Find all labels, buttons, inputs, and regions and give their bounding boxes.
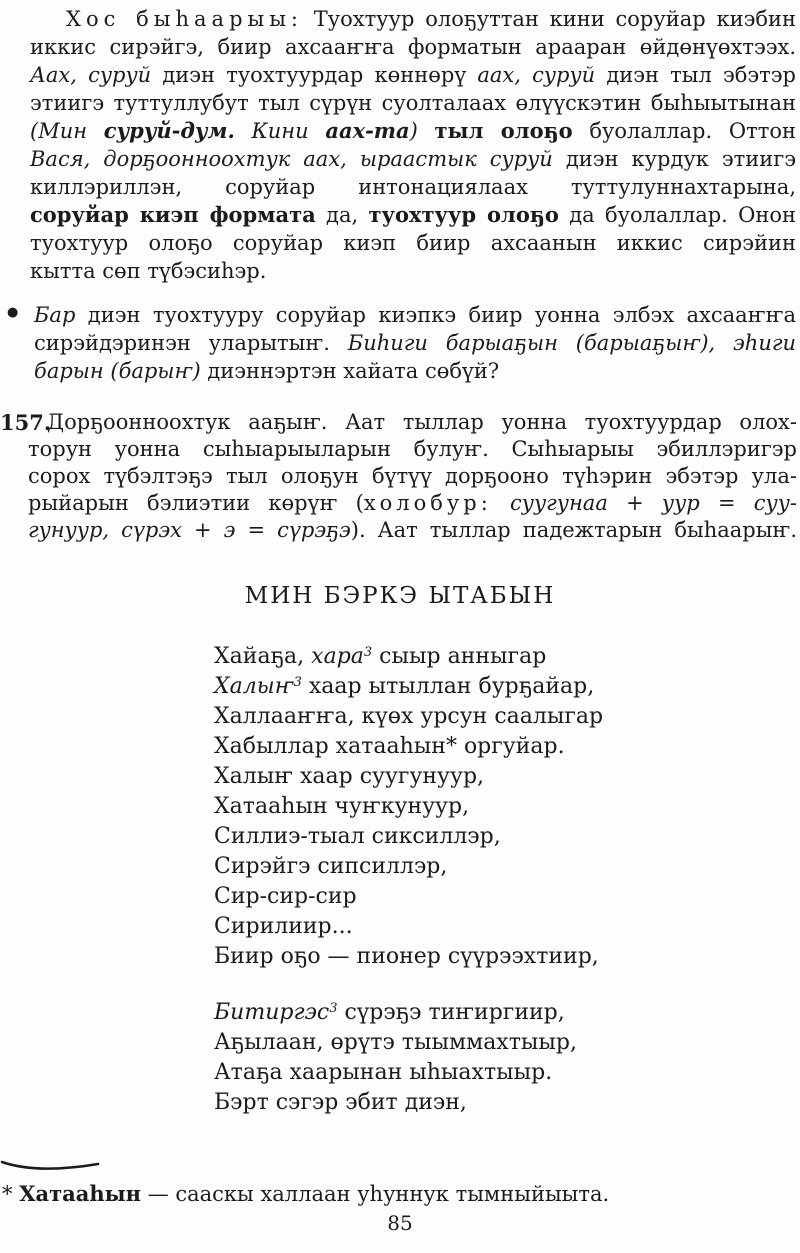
page-number: 85	[387, 1211, 413, 1235]
text-segment: диэн тыл эбэтэр	[595, 63, 796, 87]
footnote	[2, 1180, 782, 1208]
text-line	[214, 1058, 774, 1088]
text-segment: Бэрт сэгэр эбит диэн,	[214, 1090, 467, 1115]
text-segment: диэннэртэн хайата сөбүй?	[200, 359, 500, 383]
text-line	[214, 852, 774, 882]
text-line	[30, 33, 796, 61]
text-segment: туохтуур олоҕо	[368, 202, 559, 227]
text-line	[214, 762, 774, 792]
text-segment: Вася, дорҕоонноохтук аах, ыраастык суруй	[30, 147, 553, 171]
poem-stanza-2	[214, 998, 774, 1118]
text-segment: Бар	[34, 303, 76, 327]
exercise-text	[28, 409, 797, 544]
text-line	[214, 672, 774, 702]
text-segment: Биир оҕо — пионер сүүрээхтиир,	[214, 944, 599, 969]
text-segment: Халыҥ	[214, 674, 294, 699]
text-segment: аах-та	[325, 118, 410, 143]
text-segment: Хатааһын чуҥкунуур,	[214, 794, 470, 819]
text-segment: сорох түбэлтэҕэ тыл олоҕун бүтүү дорҕооно түһэрин эбэтэр ула-	[28, 464, 797, 488]
text-line	[30, 173, 796, 201]
text-segment: аах, суруй	[477, 63, 596, 87]
text-segment: Туохтуур олоҕуттан кини соруйар киэбин	[303, 7, 796, 31]
text-segment: диэн туохтуурдар көннөрү	[151, 63, 478, 87]
text-segment: Кини	[234, 119, 326, 143]
text-line	[214, 882, 774, 912]
text-segment: сыыр анныгар	[372, 644, 547, 669]
text-segment: соруйар киэп формата	[30, 202, 316, 227]
footnote-rule	[0, 1157, 110, 1173]
text-line	[214, 642, 774, 672]
text-segment: киллэриллэн, соруйар интонациялаах туттулуннахтарына,	[30, 175, 796, 199]
text-segment: Атаҕа хаарынан ыһыахтыыр.	[214, 1060, 553, 1085]
text-segment: Халыҥ хаар суугунуур,	[214, 764, 485, 789]
bullet-icon: ●	[7, 305, 19, 320]
text-segment: 3	[363, 645, 373, 660]
text-line	[214, 822, 774, 852]
text-line	[214, 792, 774, 822]
text-segment: сирэйдэринэн уларытыҥ.	[34, 331, 348, 355]
text-segment: холобур:	[363, 491, 492, 515]
text-segment: суугунаа + уур = суу-	[491, 491, 797, 515]
text-segment: Битиргэс	[214, 1000, 330, 1025]
text-segment: суруй-дум.	[103, 118, 235, 143]
text-segment: Силлиэ-тыал сиксиллэр,	[214, 824, 501, 849]
text-segment: кытта сөп түбэсиһэр.	[30, 259, 267, 283]
text-segment: сүрэҕэ тиҥиргиир,	[337, 1000, 565, 1025]
text-line	[214, 998, 774, 1028]
text-segment: барын (барыҥ)	[34, 359, 201, 383]
text-segment: Сирилиир...	[214, 914, 353, 939]
text-segment: *	[2, 1182, 20, 1206]
text-segment: Хайаҕа,	[214, 644, 312, 669]
text-segment: — сааскы халлаан уһуннук тымныйыыта.	[141, 1182, 610, 1206]
text-segment: )	[409, 119, 435, 143]
text-segment: да буолаллар. Онон	[558, 203, 797, 227]
text-segment: Аах, суруй	[30, 63, 152, 87]
text-line	[30, 117, 796, 145]
text-line	[34, 357, 796, 385]
text-segment: хаар ытыллан бурҕайар,	[301, 674, 595, 699]
text-segment: этиигэ туттуллубут тыл сүрүн суолталаах өлүүскэтин быһыытынан	[30, 91, 796, 115]
text-line	[28, 490, 797, 517]
text-segment: да,	[315, 203, 369, 227]
bullet-item	[34, 301, 796, 385]
text-line	[214, 912, 774, 942]
text-segment: Хос быһаарыы:	[66, 7, 304, 31]
text-segment: Биһиги барыаҕын (барыаҕыҥ), эһиги	[347, 331, 796, 355]
text-line	[214, 1088, 774, 1118]
text-line	[214, 942, 774, 972]
text-line	[30, 145, 796, 173]
text-segment: торун уонна сыһыарыыларын булуҥ. Сыһыарыы эбиллэригэр	[28, 437, 797, 461]
text-line	[2, 1180, 782, 1208]
text-line	[30, 89, 796, 117]
text-segment: Хабыллар хатааһын* оргуйар.	[214, 734, 565, 759]
text-segment: Сирэйгэ сипсиллэр,	[214, 854, 448, 879]
text-segment: Сир-сир-сир	[214, 884, 357, 909]
text-line	[28, 517, 797, 544]
poem-stanza-1	[214, 642, 774, 972]
text-segment: буолаллар. Оттон	[572, 119, 796, 143]
text-segment: тыл олоҕо	[434, 118, 573, 143]
text-line	[214, 1028, 774, 1058]
intro-paragraph	[30, 5, 796, 285]
text-line	[30, 5, 796, 33]
text-line	[30, 201, 796, 229]
text-segment: ). Аат тыллар падежтарын быһаарыҥ.	[350, 518, 797, 542]
text-line	[28, 409, 797, 436]
text-line	[30, 257, 796, 285]
text-segment: 3	[293, 675, 302, 690]
text-line	[30, 61, 796, 89]
text-line	[214, 702, 774, 732]
text-segment: туохтуур олоҕо соруйар киэп биир ахсаанын иккис сирэйин	[30, 231, 796, 255]
text-segment: рыйарын бэлиэтии көрүҥ (	[28, 491, 364, 515]
text-line	[28, 436, 797, 463]
text-line	[28, 463, 797, 490]
text-segment: (Мин	[30, 119, 104, 143]
text-line	[34, 301, 796, 329]
poem-title: МИН БЭРКЭ ЫТАБЫН	[244, 583, 556, 609]
text-segment: Халлааҥҥа, күөх урсун саалыгар	[214, 704, 604, 729]
text-line	[30, 229, 796, 257]
text-segment: Аҕылаан, өрүтэ тыыммахтыыр,	[214, 1030, 577, 1055]
exercise-157	[0, 409, 797, 544]
text-line	[34, 329, 796, 357]
poem	[214, 642, 774, 1118]
text-segment: Дорҕоонноохтук ааҕыҥ. Аат тыллар уонна туохтуурдар олох-	[47, 410, 797, 434]
text-segment: 3	[329, 1001, 338, 1016]
text-segment: диэн туохтууру соруйар киэпкэ биир уонна элбэх ахсааҥҥа	[75, 303, 796, 327]
text-line	[214, 732, 774, 762]
text-segment: Хатааһын	[19, 1181, 142, 1206]
text-segment: диэн курдук этиигэ	[552, 147, 796, 171]
exercise-number: 157.	[0, 410, 52, 435]
text-segment: гунуур, сүрэх + э = сүрэҕэ	[28, 518, 351, 542]
text-segment: иккис сирэйгэ, биир ахсааҥҥа форматын арааран өйдөнүөхтээх.	[30, 35, 796, 59]
text-segment: хара	[311, 644, 364, 669]
